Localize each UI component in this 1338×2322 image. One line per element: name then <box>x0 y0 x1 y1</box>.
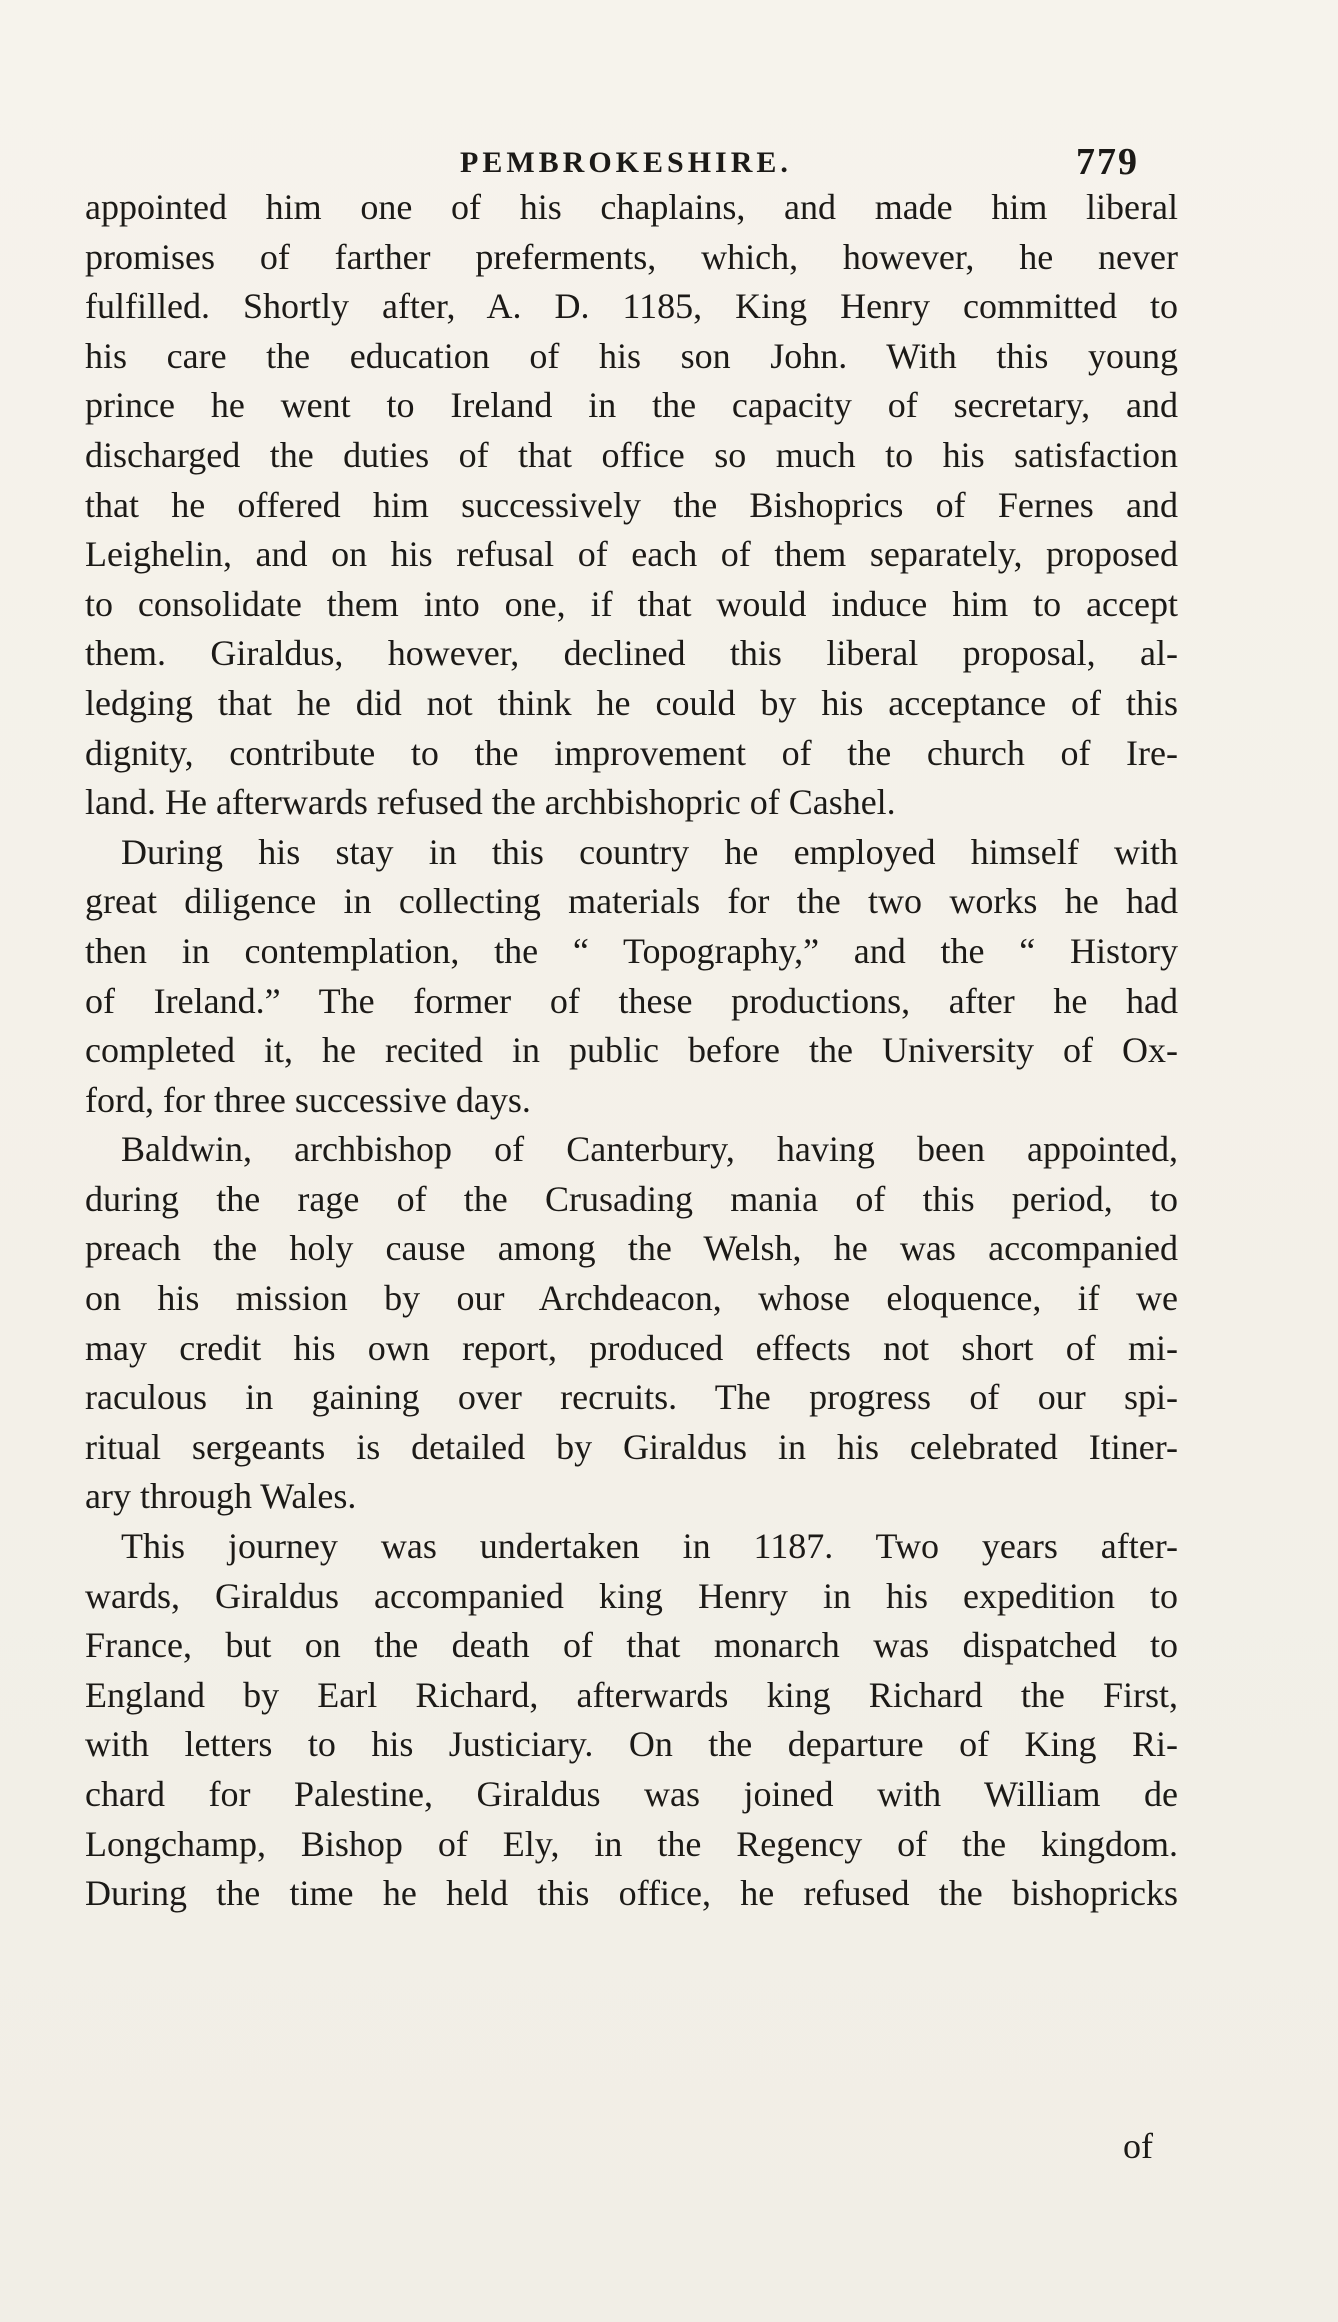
text-line: that he offered him successively the Bishoprics of Fernes and <box>85 484 1178 525</box>
text-line: on his mission by our Archdeacon, whose eloquence, if we <box>85 1278 1178 1319</box>
text-line: during the rage of the Crusading mania of this period, to <box>85 1178 1178 1219</box>
text-line: discharged the duties of that office so much to his satisfaction <box>85 434 1178 475</box>
text-line: ledging that he did not think he could by his acceptance of this <box>85 682 1178 723</box>
text-line: ford, for three successive days. <box>85 1079 531 1120</box>
running-head <box>0 118 1338 183</box>
catchword: of <box>1123 2126 1153 2166</box>
text-line: may credit his own report, produced effects not short of mi- <box>85 1327 1178 1368</box>
text-line: raculous in gaining over recruits. The progress of our spi- <box>85 1377 1178 1418</box>
text-line: prince he went to Ireland in the capacity of secretary, and <box>85 385 1178 426</box>
text-line: of Ireland.” The former of these productions, after he had <box>85 980 1178 1021</box>
text-line: During his stay in this country he employed himself with <box>121 831 1178 872</box>
text-line: completed it, he recited in public before the University of Ox- <box>85 1030 1178 1071</box>
text-line: great diligence in collecting materials for the two works he had <box>85 881 1178 922</box>
text-line: them. Giraldus, however, declined this liberal proposal, al- <box>85 633 1178 674</box>
text-line: Longchamp, Bishop of Ely, in the Regency of the kingdom. <box>85 1823 1178 1864</box>
text-line: to consolidate them into one, if that would induce him to accept <box>85 583 1178 624</box>
text-line: Leighelin, and on his refusal of each of them separately, proposed <box>85 534 1178 575</box>
text-line: ritual sergeants is detailed by Giraldus in his celebrated Itiner- <box>85 1426 1178 1467</box>
text-line: with letters to his Justiciary. On the departure of King Ri- <box>85 1724 1178 1765</box>
text-line: Baldwin, archbishop of Canterbury, having been appointed, <box>121 1129 1178 1170</box>
text-line: chard for Palestine, Giraldus was joined with William de <box>85 1774 1178 1814</box>
text-line: England by Earl Richard, afterwards king Richard the First, <box>85 1674 1178 1715</box>
body-text <box>85 183 1178 1919</box>
text-line: preach the holy cause among the Welsh, he was accompanied <box>85 1228 1178 1269</box>
text-line: wards, Giraldus accompanied king Henry in his expedition to <box>85 1575 1178 1616</box>
page-number: 779 <box>1076 141 1139 183</box>
text-line: then in contemplation, the “ Topography,” and the “ History <box>85 930 1178 971</box>
text-line: fulfilled. Shortly after, A. D. 1185, King Henry committed to <box>85 286 1178 327</box>
text-line: his care the education of his son John. With this young <box>85 335 1178 376</box>
text-line: During the time he held this office, he refused the bishopricks <box>85 1873 1178 1914</box>
text-line: This journey was undertaken in 1187. Two years after- <box>121 1526 1178 1567</box>
text-line: ary through Wales. <box>85 1476 357 1517</box>
text-line: France, but on the death of that monarch was dispatched to <box>85 1625 1178 1666</box>
text-line: dignity, contribute to the improvement of the church of Ire- <box>85 732 1178 773</box>
text-line: appointed him one of his chaplains, and made him liberal <box>85 187 1178 227</box>
text-line: promises of farther preferments, which, however, he never <box>85 236 1178 277</box>
text-line: land. He afterwards refused the archbishopric of Cashel. <box>85 782 896 823</box>
running-title: PEMBROKESHIRE. <box>460 146 792 179</box>
